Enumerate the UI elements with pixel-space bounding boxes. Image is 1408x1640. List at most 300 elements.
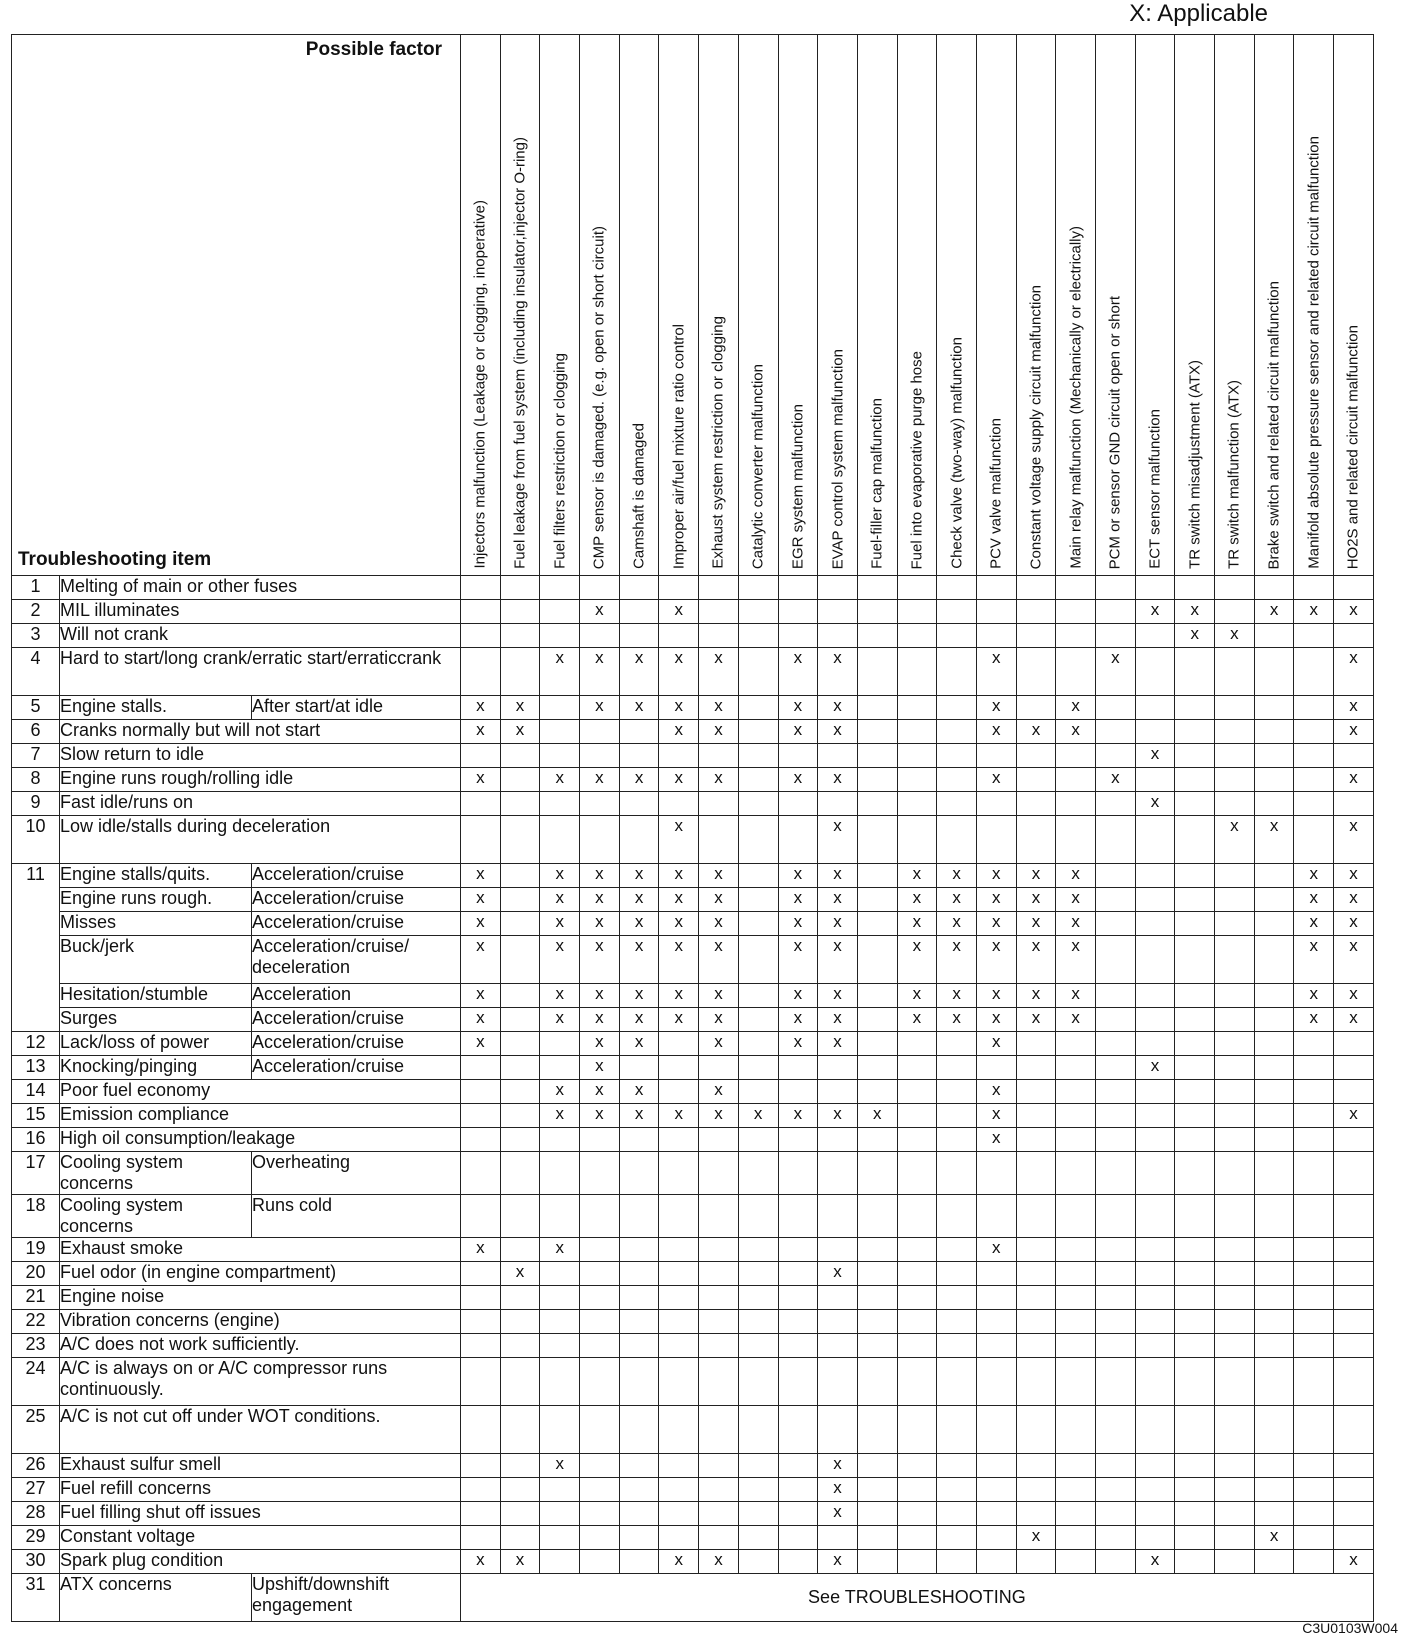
- factor-cell: [1294, 576, 1334, 600]
- applicable-mark: x: [540, 1454, 580, 1478]
- factor-cell: [1016, 1478, 1056, 1502]
- factor-cell: [540, 576, 580, 600]
- factor-cell: [1254, 1080, 1294, 1104]
- factor-cell: [778, 1358, 818, 1406]
- row-number: 8: [12, 768, 60, 792]
- factor-cell: [1175, 768, 1215, 792]
- factor-cell: [1175, 984, 1215, 1008]
- factor-cell: [1056, 792, 1096, 816]
- condition: Runs cold: [252, 1195, 461, 1238]
- factor-cell: [540, 1032, 580, 1056]
- applicable-mark: x: [619, 648, 659, 696]
- table-row: [12, 1358, 1374, 1406]
- factor-cell: [580, 1286, 620, 1310]
- factor-cell: [699, 1526, 739, 1550]
- factor-cell: [1016, 768, 1056, 792]
- factor-cell: [1215, 576, 1255, 600]
- factor-cell: [1016, 744, 1056, 768]
- factor-cell: [1254, 1454, 1294, 1478]
- factor-label: Manifold absolute pressure sensor and related circuit malfunction: [1305, 136, 1323, 569]
- applicable-mark: x: [778, 912, 818, 936]
- factor-cell: [937, 1502, 977, 1526]
- factor-cell: [1096, 936, 1136, 984]
- factor-cell: [1254, 1128, 1294, 1152]
- applicable-mark: x: [818, 936, 858, 984]
- factor-cell: [659, 1195, 699, 1238]
- factor-cell: [1135, 1526, 1175, 1550]
- factor-cell: [659, 1526, 699, 1550]
- factor-header: [580, 35, 620, 576]
- factor-cell: [1294, 1262, 1334, 1286]
- applicable-mark: x: [1056, 1008, 1096, 1032]
- factor-cell: [1334, 624, 1374, 648]
- factor-cell: [461, 648, 501, 696]
- table-row: [12, 1104, 1374, 1128]
- applicable-mark: x: [540, 1080, 580, 1104]
- factor-cell: [778, 576, 818, 600]
- factor-cell: [699, 744, 739, 768]
- factor-cell: [619, 1526, 659, 1550]
- factor-cell: [1135, 1286, 1175, 1310]
- factor-cell: [500, 1238, 540, 1262]
- factor-cell: [1254, 1358, 1294, 1406]
- factor-cell: [540, 600, 580, 624]
- factor-cell: [1096, 1008, 1136, 1032]
- factor-cell: [738, 1080, 778, 1104]
- factor-cell: [1135, 1032, 1175, 1056]
- applicable-mark: x: [818, 984, 858, 1008]
- factor-cell: [1056, 576, 1096, 600]
- applicable-mark: x: [1334, 816, 1374, 864]
- factor-label: Injectors malfunction (Leakage or clogging, inoperative): [471, 200, 489, 569]
- factor-cell: [937, 1195, 977, 1238]
- factor-cell: [1175, 792, 1215, 816]
- condition: Acceleration/cruise: [252, 1032, 461, 1056]
- factor-cell: [976, 600, 1016, 624]
- factor-cell: [580, 792, 620, 816]
- factor-cell: [1334, 1128, 1374, 1152]
- row-number: 26: [12, 1454, 60, 1478]
- applicable-mark: x: [1135, 1056, 1175, 1080]
- factor-cell: [857, 696, 897, 720]
- factor-cell: [1056, 1310, 1096, 1334]
- factor-cell: [976, 792, 1016, 816]
- troubleshooting-item: Fuel odor (in engine compartment): [60, 1262, 461, 1286]
- factor-cell: [1294, 1502, 1334, 1526]
- factor-cell: [1096, 864, 1136, 888]
- factor-cell: [1016, 624, 1056, 648]
- row-number: 6: [12, 720, 60, 744]
- factor-cell: [1135, 1104, 1175, 1128]
- troubleshooting-item: Hesitation/stumble: [60, 984, 252, 1008]
- factor-cell: [1334, 744, 1374, 768]
- applicable-mark: x: [818, 1262, 858, 1286]
- applicable-mark: x: [461, 984, 501, 1008]
- factor-cell: [1056, 1056, 1096, 1080]
- applicable-mark: x: [818, 864, 858, 888]
- applicable-mark: x: [976, 1128, 1016, 1152]
- applicable-mark: x: [1056, 888, 1096, 912]
- factor-cell: [1096, 1262, 1136, 1286]
- factor-cell: [1016, 1056, 1056, 1080]
- factor-cell: [540, 1152, 580, 1195]
- factor-cell: [1334, 1262, 1374, 1286]
- factor-cell: [619, 720, 659, 744]
- row-number: 22: [12, 1310, 60, 1334]
- factor-cell: [659, 1262, 699, 1286]
- applicable-mark: x: [461, 696, 501, 720]
- factor-cell: [500, 1286, 540, 1310]
- applicable-mark: x: [619, 696, 659, 720]
- factor-cell: [1096, 1550, 1136, 1574]
- factor-cell: [461, 1478, 501, 1502]
- factor-cell: [1016, 1032, 1056, 1056]
- table-row: [12, 1262, 1374, 1286]
- factor-cell: [937, 1478, 977, 1502]
- factor-cell: [897, 1080, 937, 1104]
- factor-cell: [1096, 1152, 1136, 1195]
- factor-cell: [540, 720, 580, 744]
- factor-cell: [778, 1238, 818, 1262]
- factor-cell: [738, 864, 778, 888]
- factor-cell: [1096, 792, 1136, 816]
- condition: Acceleration/cruise: [252, 1056, 461, 1080]
- factor-cell: [1294, 648, 1334, 696]
- factor-cell: [1096, 888, 1136, 912]
- applicable-mark: x: [1135, 600, 1175, 624]
- table-row: [12, 624, 1374, 648]
- applicable-mark: x: [1334, 864, 1374, 888]
- applicable-mark: x: [699, 648, 739, 696]
- factor-cell: [738, 648, 778, 696]
- applicable-mark: x: [1096, 648, 1136, 696]
- factor-cell: [1016, 1310, 1056, 1334]
- factor-cell: [897, 1286, 937, 1310]
- row-number: [12, 888, 60, 912]
- factor-cell: [1056, 1032, 1096, 1056]
- factor-cell: [699, 600, 739, 624]
- factor-cell: [976, 1286, 1016, 1310]
- factor-cell: [897, 1195, 937, 1238]
- factor-cell: [500, 576, 540, 600]
- applicable-mark: x: [1334, 984, 1374, 1008]
- factor-label: EGR system malfunction: [789, 403, 807, 569]
- troubleshooting-item: Fuel refill concerns: [60, 1478, 461, 1502]
- factor-cell: [1096, 576, 1136, 600]
- factor-cell: [580, 1526, 620, 1550]
- troubleshooting-item: Engine stalls.: [60, 696, 252, 720]
- factor-cell: [1056, 1502, 1096, 1526]
- factor-cell: [580, 1454, 620, 1478]
- factor-cell: [659, 1502, 699, 1526]
- applicable-mark: x: [580, 888, 620, 912]
- factor-cell: [699, 1056, 739, 1080]
- row-number: [12, 936, 60, 984]
- factor-cell: [1096, 816, 1136, 864]
- troubleshooting-item: Exhaust sulfur smell: [60, 1454, 461, 1478]
- factor-cell: [699, 1195, 739, 1238]
- factor-cell: [937, 600, 977, 624]
- factor-cell: [778, 1502, 818, 1526]
- table-row: [12, 576, 1374, 600]
- applicable-mark: x: [778, 888, 818, 912]
- applicable-mark: x: [540, 888, 580, 912]
- factor-cell: [659, 1152, 699, 1195]
- applicable-mark: x: [818, 912, 858, 936]
- factor-cell: [1215, 1502, 1255, 1526]
- factor-header: [1215, 35, 1255, 576]
- factor-cell: [1175, 1008, 1215, 1032]
- factor-cell: [1056, 1152, 1096, 1195]
- factor-cell: [540, 1195, 580, 1238]
- row-number: 24: [12, 1358, 60, 1406]
- applicable-mark: x: [659, 1550, 699, 1574]
- applicable-mark: x: [500, 696, 540, 720]
- factor-cell: [976, 1358, 1016, 1406]
- factor-cell: [857, 1152, 897, 1195]
- factor-cell: [1215, 744, 1255, 768]
- applicable-mark: x: [619, 1032, 659, 1056]
- factor-cell: [659, 624, 699, 648]
- factor-cell: [659, 1358, 699, 1406]
- factor-cell: [1016, 1358, 1056, 1406]
- applicable-mark: x: [461, 1008, 501, 1032]
- factor-cell: [1096, 1080, 1136, 1104]
- troubleshooting-item: A/C is always on or A/C compressor runs continuously.: [60, 1358, 461, 1406]
- factor-cell: [659, 1128, 699, 1152]
- factor-cell: [461, 1195, 501, 1238]
- applicable-mark: x: [1334, 1550, 1374, 1574]
- factor-header: [1254, 35, 1294, 576]
- factor-cell: [857, 1080, 897, 1104]
- factor-cell: [897, 1310, 937, 1334]
- factor-cell: [1135, 1080, 1175, 1104]
- applicable-mark: x: [897, 936, 937, 984]
- document-code: C3U0103W004: [1302, 1620, 1398, 1636]
- factor-cell: [937, 1262, 977, 1286]
- factor-cell: [1175, 1358, 1215, 1406]
- table-row: [12, 1478, 1374, 1502]
- factor-cell: [857, 1032, 897, 1056]
- factor-cell: [1254, 1262, 1294, 1286]
- factor-label: Brake switch and related circuit malfunction: [1265, 280, 1283, 569]
- factor-cell: [857, 864, 897, 888]
- applicable-mark: x: [461, 888, 501, 912]
- factor-cell: [1254, 1195, 1294, 1238]
- table-row: [12, 696, 1374, 720]
- factor-cell: [897, 1526, 937, 1550]
- factor-cell: [1175, 816, 1215, 864]
- factor-cell: [976, 1406, 1016, 1454]
- factor-cell: [897, 1032, 937, 1056]
- factor-cell: [857, 1128, 897, 1152]
- factor-cell: [1254, 744, 1294, 768]
- factor-cell: [1334, 1056, 1374, 1080]
- applicable-mark: x: [580, 1080, 620, 1104]
- applicable-mark: x: [937, 1008, 977, 1032]
- factor-cell: [1334, 1238, 1374, 1262]
- factor-cell: [857, 600, 897, 624]
- applicable-mark: x: [540, 1238, 580, 1262]
- factor-cell: [1016, 792, 1056, 816]
- applicable-mark: x: [580, 1104, 620, 1128]
- applicable-mark: x: [778, 768, 818, 792]
- row-number: 7: [12, 744, 60, 768]
- factor-cell: [1016, 1152, 1056, 1195]
- factor-cell: [1016, 1104, 1056, 1128]
- factor-cell: [1254, 768, 1294, 792]
- factor-cell: [699, 1502, 739, 1526]
- troubleshooting-item: Poor fuel economy: [60, 1080, 461, 1104]
- factor-cell: [1215, 1238, 1255, 1262]
- factor-cell: [1215, 1128, 1255, 1152]
- factor-cell: [818, 1128, 858, 1152]
- factor-label: ECT sensor malfunction: [1146, 409, 1164, 569]
- factor-cell: [461, 1128, 501, 1152]
- factor-cell: [1334, 792, 1374, 816]
- factor-cell: [897, 1334, 937, 1358]
- factor-cell: [619, 1262, 659, 1286]
- factor-header: [540, 35, 580, 576]
- applicable-mark: x: [1294, 864, 1334, 888]
- factor-cell: [1056, 600, 1096, 624]
- factor-cell: [778, 600, 818, 624]
- applicable-mark: x: [659, 720, 699, 744]
- applicable-mark: x: [580, 984, 620, 1008]
- factor-cell: [738, 1334, 778, 1358]
- factor-cell: [937, 768, 977, 792]
- applicable-mark: x: [659, 768, 699, 792]
- factor-cell: [1254, 1032, 1294, 1056]
- applicable-mark: x: [818, 1478, 858, 1502]
- factor-cell: [778, 1406, 818, 1454]
- factor-cell: [1016, 1128, 1056, 1152]
- factor-cell: [699, 1406, 739, 1454]
- factor-cell: [540, 1502, 580, 1526]
- factor-header: [1056, 35, 1096, 576]
- table-row: [12, 600, 1374, 624]
- factor-cell: [1056, 624, 1096, 648]
- see-troubleshooting-note: See TROUBLESHOOTING: [461, 1574, 1374, 1622]
- factor-cell: [1135, 984, 1175, 1008]
- factor-cell: [1016, 1550, 1056, 1574]
- factor-cell: [699, 1358, 739, 1406]
- applicable-mark: x: [818, 1454, 858, 1478]
- factor-cell: [699, 1334, 739, 1358]
- table-row: [12, 1454, 1374, 1478]
- factor-cell: [1016, 1406, 1056, 1454]
- factor-cell: [976, 1454, 1016, 1478]
- factor-cell: [738, 816, 778, 864]
- factor-cell: [580, 1358, 620, 1406]
- factor-cell: [500, 912, 540, 936]
- factor-cell: [937, 1056, 977, 1080]
- troubleshooting-item-label: Troubleshooting item: [18, 549, 212, 570]
- factor-cell: [976, 624, 1016, 648]
- row-number: 9: [12, 792, 60, 816]
- applicable-mark: x: [1334, 600, 1374, 624]
- factor-cell: [778, 1286, 818, 1310]
- applicable-mark: x: [976, 1032, 1016, 1056]
- factor-cell: [1056, 1262, 1096, 1286]
- factor-header: [1016, 35, 1056, 576]
- factor-cell: [1135, 912, 1175, 936]
- factor-cell: [1096, 1310, 1136, 1334]
- factor-cell: [1096, 1526, 1136, 1550]
- factor-cell: [937, 1032, 977, 1056]
- applicable-mark: x: [580, 1056, 620, 1080]
- factor-cell: [1016, 600, 1056, 624]
- factor-cell: [1056, 1550, 1096, 1574]
- factor-cell: [778, 1152, 818, 1195]
- applicable-mark: x: [580, 1008, 620, 1032]
- factor-cell: [897, 1262, 937, 1286]
- applicable-mark: x: [540, 648, 580, 696]
- applicable-mark: x: [461, 1238, 501, 1262]
- factor-cell: [1254, 1310, 1294, 1334]
- applicable-mark: x: [1334, 648, 1374, 696]
- factor-cell: [1096, 1334, 1136, 1358]
- factor-cell: [1294, 1478, 1334, 1502]
- factor-cell: [1175, 1454, 1215, 1478]
- factor-cell: [1334, 1195, 1374, 1238]
- table-row: [12, 1195, 1374, 1238]
- factor-cell: [897, 1056, 937, 1080]
- factor-header: [857, 35, 897, 576]
- troubleshooting-item: Engine runs rough.: [60, 888, 252, 912]
- factor-cell: [778, 1056, 818, 1080]
- troubleshooting-item: Cranks normally but will not start: [60, 720, 461, 744]
- factor-cell: [857, 744, 897, 768]
- factor-cell: [1096, 1056, 1136, 1080]
- factor-cell: [1294, 1195, 1334, 1238]
- factor-cell: [937, 648, 977, 696]
- condition: Overheating: [252, 1152, 461, 1195]
- factor-cell: [778, 1454, 818, 1478]
- factor-cell: [1175, 936, 1215, 984]
- factor-cell: [1294, 1032, 1334, 1056]
- factor-cell: [818, 1358, 858, 1406]
- factor-cell: [540, 1310, 580, 1334]
- troubleshooting-item: Engine runs rough/rolling idle: [60, 768, 461, 792]
- applicable-mark: x: [976, 648, 1016, 696]
- factor-cell: [897, 720, 937, 744]
- factor-cell: [937, 1104, 977, 1128]
- factor-header: [778, 35, 818, 576]
- factor-cell: [778, 1195, 818, 1238]
- factor-cell: [1056, 1358, 1096, 1406]
- factor-cell: [1056, 1286, 1096, 1310]
- factor-cell: [976, 1152, 1016, 1195]
- factor-cell: [461, 1080, 501, 1104]
- factor-cell: [1016, 816, 1056, 864]
- factor-cell: [659, 576, 699, 600]
- factor-cell: [857, 936, 897, 984]
- factor-cell: [1135, 1310, 1175, 1334]
- factor-cell: [1334, 1032, 1374, 1056]
- troubleshooting-item: ATX concerns: [60, 1574, 252, 1622]
- applicable-mark: x: [897, 1008, 937, 1032]
- factor-cell: [1135, 576, 1175, 600]
- factor-cell: [1135, 1478, 1175, 1502]
- factor-cell: [1294, 1454, 1334, 1478]
- row-number: 2: [12, 600, 60, 624]
- factor-cell: [619, 1478, 659, 1502]
- factor-cell: [778, 792, 818, 816]
- factor-cell: [500, 1080, 540, 1104]
- table-row: [12, 1152, 1374, 1195]
- troubleshooting-matrix: [11, 34, 1374, 1622]
